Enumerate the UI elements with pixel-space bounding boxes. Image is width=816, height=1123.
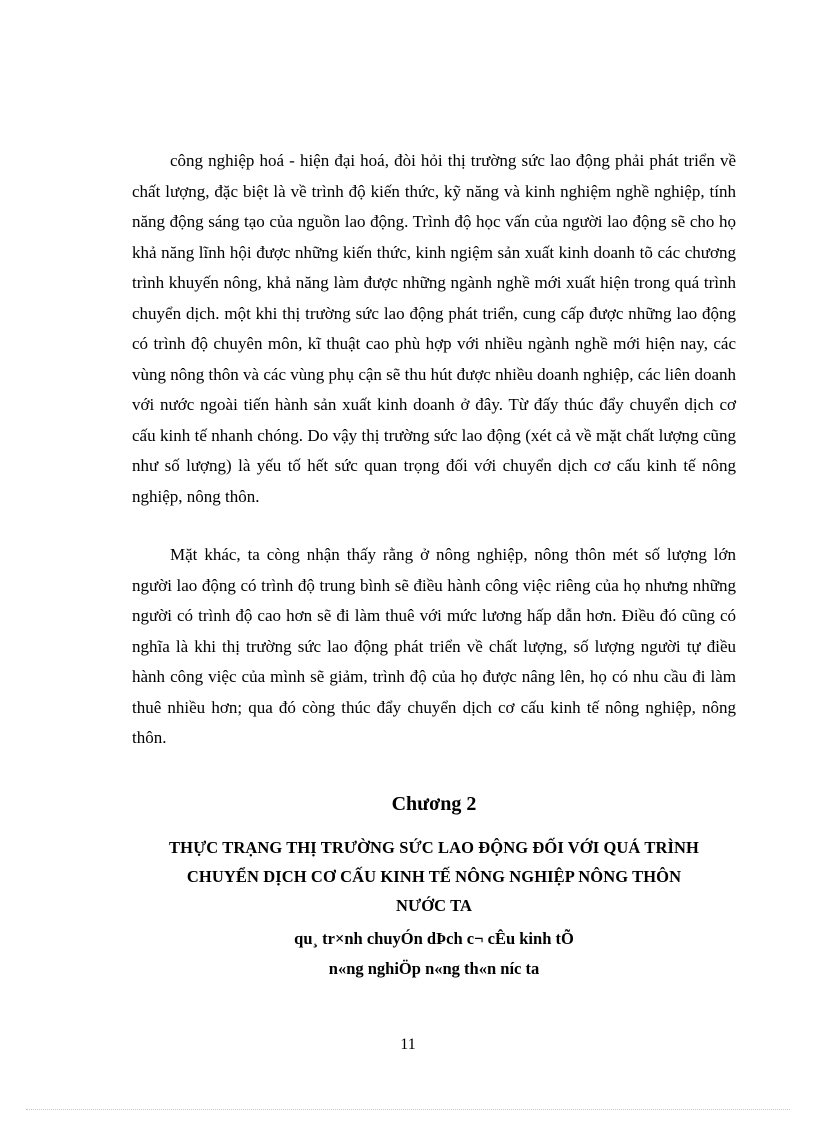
body-paragraph-2: Mặt khác, ta còng nhận thấy rằng ở nông nghiệp, nông thôn mét số lượng lớn người lao động có trình độ trung bình sẽ điều hành công việc riêng của họ nhưng những người có trình độ cao hơn sẽ đi làm thuê với mức lương hấp dẫn hơn. Điều đó cũng có nghĩa là khi thị trường sức lao động phát triển về chất lượng, số lượng người tự điều hành công việc của mình sẽ giảm, trình độ của họ được nâng lên, họ có nhu cầu đi làm thuê nhiều hơn; qua đó còng thúc đẩy chuyển dịch cơ cấu kinh tế nông nghiệp, nông thôn.	[132, 545, 736, 747]
page-bottom-divider	[26, 1109, 790, 1110]
body-paragraph-1: công nghiệp hoá - hiện đại hoá, đòi hỏi thị trường sức lao động phải phát triển về chất lượng, đặc biệt là về trình độ kiến thức, kỹ năng và kinh nghiệm nghề nghiệp, tính năng động sáng tạo của nguồn lao động. Trình độ học vấn của người lao động sẽ cho họ khả năng lĩnh hội được những kiến thức, kinh ngiệm sản xuất kinh doanh tõ các chương trình khuyến nông, khả năng làm được những ngành nghề mới xuất hiện trong quá trình chuyển dịch. một khi thị trường sức lao động phát triển, cung cấp được những lao động có trình độ chuyên môn, kĩ thuật cao phù hợp với nhiều ngành nghề mới hiện nay, các vùng nông thôn và các vùng phụ cận sẽ thu hút được nhiều doanh nghiệp, các liên doanh với nước ngoài tiến hành sản xuất kinh doanh ở đây. Từ đấy thúc đẩy chuyển dịch cơ cấu kinh tế nhanh chóng. Do vậy thị trường sức lao động (xét cả về mặt chất lượng cũng như số lượng) là yếu tố hết sức quan trọng đối với chuyển dịch cơ cấu kinh tế nông nghiệp, nông thôn.	[132, 151, 736, 506]
chapter-title-line-1: THỰC TRẠNG THỊ TRƯỜNG SỨC LAO ĐỘNG ĐỐI VỚI QUÁ TRÌNH	[169, 838, 699, 857]
chapter-title	[120, 833, 748, 920]
chapter-title-line-3: NƯỚC TA	[395, 896, 473, 915]
chapter-label: Chương 2	[391, 793, 477, 815]
subtitle-line-1: qu¸ tr×nh chuyÓn dÞch c¬ cÊu kinh tÕ	[294, 929, 574, 948]
page-number: 11	[400, 1036, 416, 1053]
subtitle-line-2: n«ng nghiÖp n«ng th«n níc ta	[328, 959, 540, 978]
chapter-title-line-2: CHUYỂN DỊCH CƠ CẤU KINH TẾ NÔNG NGHIỆP NÔNG THÔN	[186, 867, 682, 886]
chapter-subtitle-garbled	[120, 924, 748, 984]
